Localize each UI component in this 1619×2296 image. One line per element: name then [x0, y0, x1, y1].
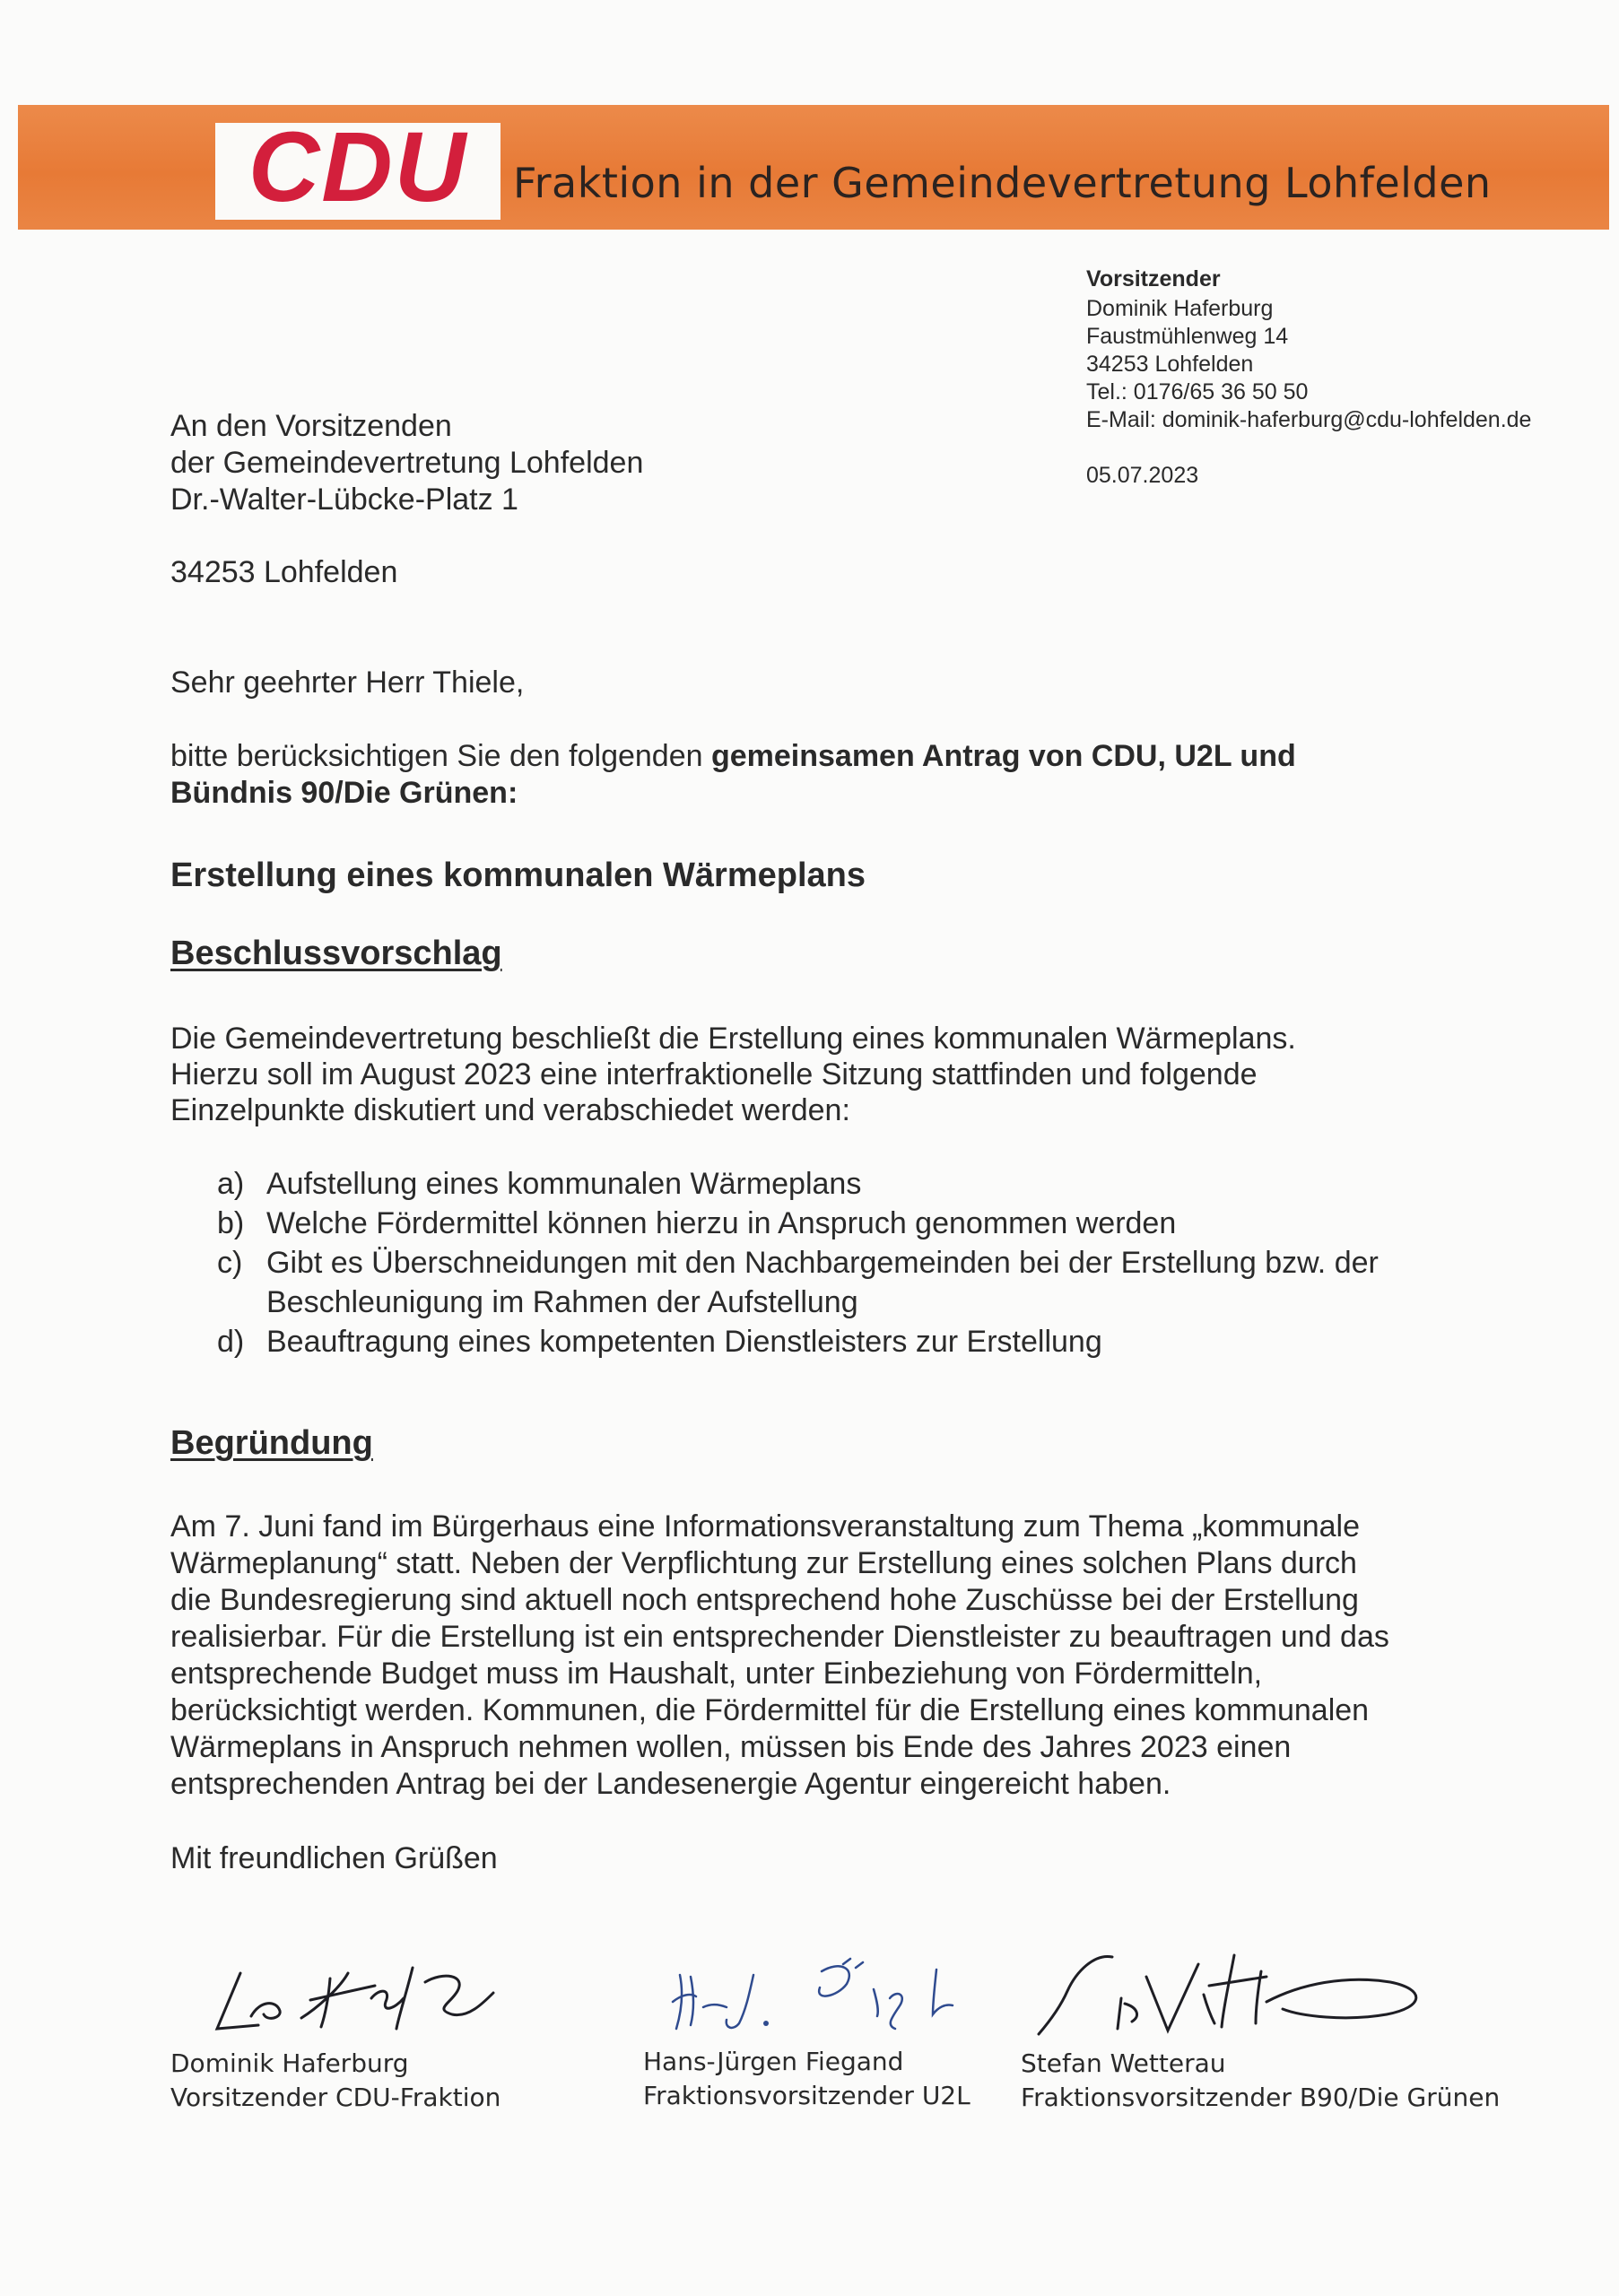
document-title: Erstellung eines kommunalen Wärmeplans	[170, 857, 866, 894]
list-item-marker: a)	[217, 1167, 245, 1201]
list-item: Gibt es Überschneidungen mit den Nachbargemeinden bei der Erstellung bzw. der	[266, 1246, 1379, 1280]
reasoning-paragraph-line: Wärmeplans in Anspruch nehmen wollen, müssen bis Ende des Jahres 2023 einen	[170, 1730, 1292, 1764]
list-item-marker: c)	[217, 1246, 243, 1280]
sender-phone: Tel.: 0176/65 36 50 50	[1086, 379, 1309, 404]
letter-date: 05.07.2023	[1086, 463, 1199, 488]
reasoning-paragraph-line: Am 7. Juni fand im Bürgerhaus eine Informationsveranstaltung zum Thema „kommunale	[170, 1509, 1361, 1544]
recipient-line: Dr.-Walter-Lübcke-Platz 1	[170, 483, 518, 517]
intro-text: bitte berücksichtigen Sie den folgenden	[170, 739, 711, 773]
signature-fiegand	[664, 1948, 969, 2042]
reasoning-paragraph-line: realisierbar. Für die Erstellung ist ein entsprechender Dienstleister zu beauftragen und das	[170, 1620, 1389, 1654]
section-heading-reasoning: Begründung	[170, 1424, 373, 1462]
recipient-line: der Gemeindevertretung Lohfelden	[170, 446, 644, 480]
list-item-continuation: Beschleunigung im Rahmen der Aufstellung	[266, 1285, 858, 1319]
signatory-role: Fraktionsvorsitzender U2L	[643, 2081, 971, 2110]
intro-line-1	[170, 738, 1296, 774]
recipient-line: An den Vorsitzenden	[170, 409, 452, 443]
intro-line-2: Bündnis 90/Die Grünen:	[170, 776, 518, 810]
sender-city: 34253 Lohfelden	[1086, 352, 1254, 377]
proposal-paragraph-line: Hierzu soll im August 2023 eine interfraktionelle Sitzung stattfinden und folgende	[170, 1057, 1258, 1091]
signatory-role: Fraktionsvorsitzender B90/Die Grünen	[1021, 2083, 1501, 2112]
sender-role: Vorsitzender	[1086, 266, 1221, 291]
signature-haferburg	[205, 1946, 509, 2040]
proposal-paragraph-line: Einzelpunkte diskutiert und verabschiedet werden:	[170, 1093, 850, 1127]
reasoning-paragraph-line: Wärmeplanung“ statt. Neben der Verpflichtung zur Erstellung eines solchen Plans durch	[170, 1546, 1357, 1580]
list-item: Beauftragung eines kompetenten Dienstleisters zur Erstellung	[266, 1325, 1102, 1359]
signatory-name: Hans-Jürgen Fiegand	[643, 2047, 904, 2076]
list-item: Welche Fördermittel können hierzu in Anspruch genommen werden	[266, 1206, 1177, 1240]
reasoning-paragraph-line: entsprechenden Antrag bei der Landesenergie Agentur eingereicht haben.	[170, 1767, 1171, 1801]
salutation: Sehr geehrter Herr Thiele,	[170, 665, 525, 700]
signatory-role: Vorsitzender CDU-Fraktion	[170, 2083, 501, 2112]
reasoning-paragraph-line: berücksichtigt werden. Kommunen, die Fördermittel für die Erstellung eines kommunalen	[170, 1693, 1370, 1727]
list-item-marker: b)	[217, 1206, 245, 1240]
proposal-paragraph-line: Die Gemeindevertretung beschließt die Erstellung eines kommunalen Wärmeplans.	[170, 1022, 1296, 1056]
reasoning-paragraph-line: die Bundesregierung sind aktuell noch entsprechend hohe Zuschüsse bei der Erstellung	[170, 1583, 1359, 1617]
closing-text: Mit freundlichen Grüßen	[170, 1841, 498, 1875]
list-item-marker: d)	[217, 1325, 245, 1359]
section-heading-proposal: Beschlussvorschlag	[170, 935, 502, 972]
sender-name: Dominik Haferburg	[1086, 296, 1274, 321]
intro-bold-text: gemeinsamen Antrag von CDU, U2L und	[710, 739, 1296, 773]
sender-street: Faustmühlenweg 14	[1086, 324, 1289, 349]
recipient-city: 34253 Lohfelden	[170, 555, 398, 589]
signature-wetterau	[1031, 1944, 1444, 2048]
cdu-logo-text: CDU	[248, 112, 468, 222]
list-item: Aufstellung eines kommunalen Wärmeplans	[266, 1167, 862, 1201]
sender-email: E-Mail: dominik-haferburg@cdu-lohfelden.de	[1086, 407, 1532, 432]
signatory-name: Stefan Wetterau	[1021, 2048, 1226, 2078]
header-title: Fraktion in der Gemeindevertretung Lohfelden	[513, 159, 1492, 207]
reasoning-paragraph-line: entsprechende Budget muss im Haushalt, unter Einbeziehung von Fördermitteln,	[170, 1657, 1263, 1691]
signatory-name: Dominik Haferburg	[170, 2048, 409, 2078]
